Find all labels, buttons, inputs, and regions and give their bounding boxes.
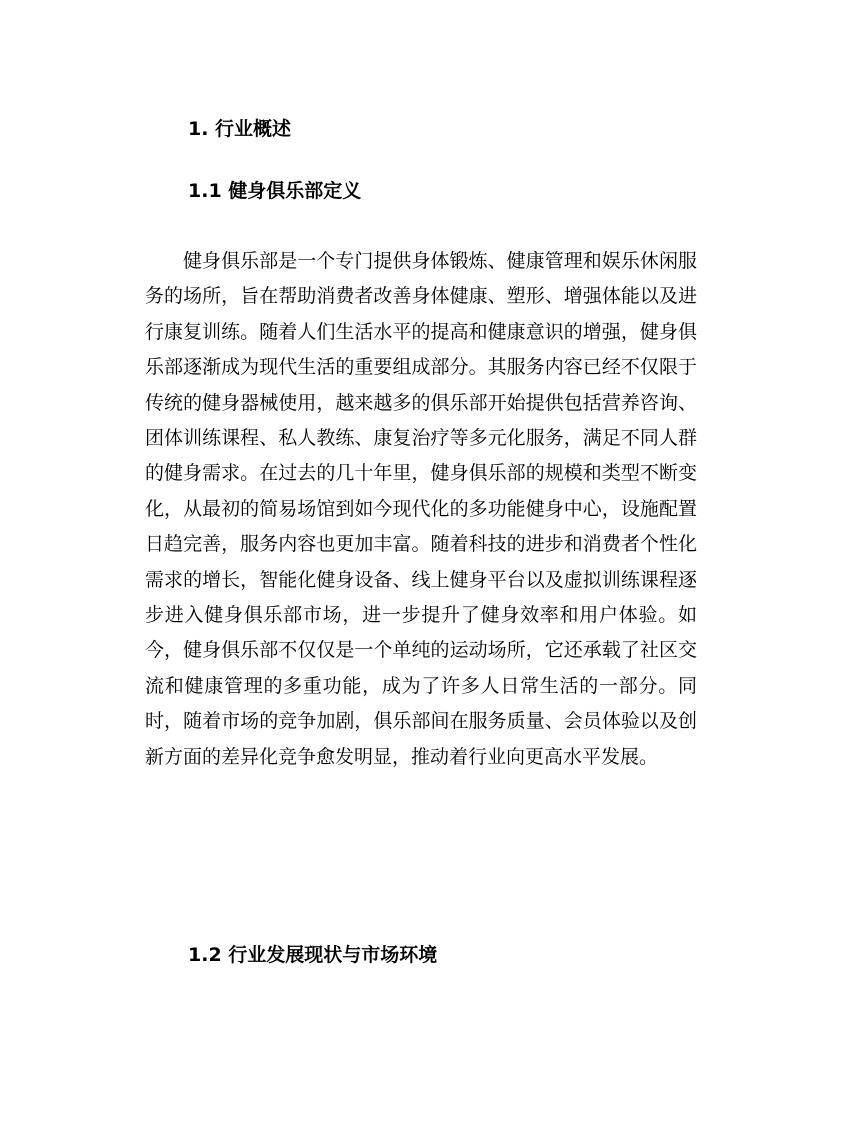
section-heading-1-1: 1.1 健身俱乐部定义 xyxy=(188,180,362,202)
section-heading-1: 1. 行业概述 xyxy=(188,118,292,140)
body-paragraph: 健身俱乐部是一个专门提供身体锻炼、健康管理和娱乐休闲服务的场所，旨在帮助消费者改善身体健康、塑形、增强体能以及进行康复训练。随着人们生活水平的提高和健康意识的增强，健身俱乐部逐渐成为现代生活的重要组成部分。其服务内容已经不仅限于传统的健身器械使用，越来越多的俱乐部开始提供包括营养咨询、团体训练课程、私人教练、康复治疗等多元化服务，满足不同人群的健身需求。在过去的几十年里，健身俱乐部的规模和类型不断变化，从最初的简易场馆到如今现代化的多功能健身中心，设施配置日趋完善，服务内容也更加丰富。随着科技的进步和消费者个性化需求的增长，智能化健身设备、线上健身平台以及虚拟训练课程逐步进入健身俱乐部市场，进一步提升了健身效率和用户体验。如今，健身俱乐部不仅仅是一个单纯的运动场所，它还承载了社区交流和健康管理的多重功能，成为了许多人日常生活的一部分。同时，随着市场的竞争加剧，俱乐部间在服务质量、会员体验以及创新方面的差异化竞争愈发明显，推动着行业向更高水平发展。 xyxy=(145,250,697,768)
section-heading-1-2: 1.2 行业发展现状与市场环境 xyxy=(188,944,438,966)
